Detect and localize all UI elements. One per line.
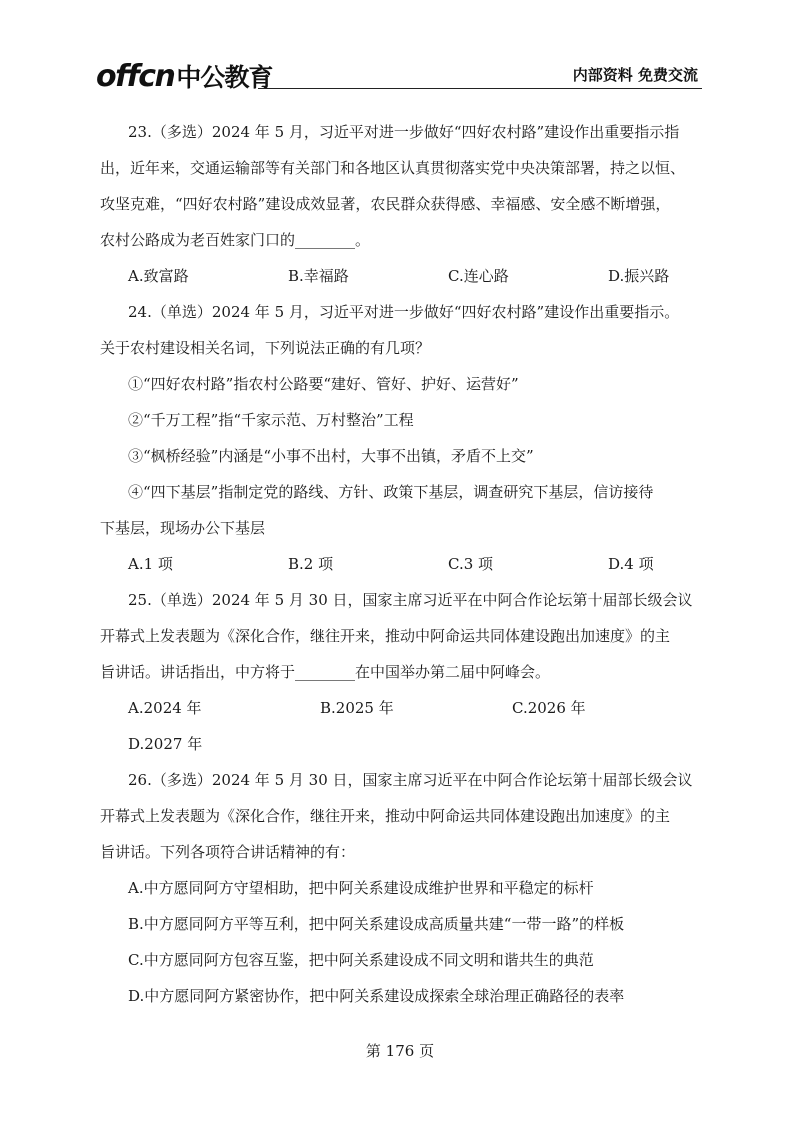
question-line: 26.（多选）2024 年 5 月 30 日，国家主席习近平在中阿合作论坛第十届部长级会议 — [128, 771, 693, 789]
question-line: 25.（单选）2024 年 5 月 30 日，国家主席习近平在中阿合作论坛第十届部长级会议 — [128, 591, 693, 609]
header-rule — [258, 88, 702, 89]
statement-1: ①“四好农村路”指农村公路要“建好、管好、护好、运营好” — [128, 375, 519, 393]
question-line: 出，近年来，交通运输部等有关部门和各地区认真贯彻落实党中央决策部署，持之以恒、 — [100, 159, 686, 177]
options-row — [128, 690, 696, 726]
question-26 — [100, 762, 696, 1014]
option-a: A.2024 年 — [128, 699, 202, 717]
option-b: B.中方愿同阿方平等互利，把中阿关系建设成高质量共建“一带一路”的样板 — [128, 915, 625, 933]
question-line: 开幕式上发表题为《深化合作，继往开来，推动中阿命运共同体建设跑出加速度》的主 — [100, 627, 671, 645]
question-line: 23.（多选）2024 年 5 月，习近平对进一步做好“四好农村路”建设作出重要指示指 — [128, 123, 680, 141]
option-b: B.幸福路 — [288, 267, 349, 285]
question-24 — [100, 294, 696, 582]
logo-text-cn: 中公教育 — [176, 63, 273, 92]
header-note: 内部资料 免费交流 — [572, 66, 698, 84]
question-line: 24.（单选）2024 年 5 月，习近平对进一步做好“四好农村路”建设作出重要指示。 — [128, 303, 680, 321]
option-a: A.1 项 — [128, 555, 173, 573]
option-b: B.2025 年 — [320, 699, 394, 717]
question-line: 攻坚克难，“四好农村路”建设成效显著，农民群众获得感、幸福感、安全感不断增强， — [100, 195, 671, 213]
options-row — [128, 726, 696, 762]
option-d: D.中方愿同阿方紧密协作，把中阿关系建设成探索全球治理正确路径的表率 — [128, 987, 625, 1005]
page-number: 第 176 页 — [365, 1042, 435, 1060]
question-23 — [100, 114, 696, 294]
question-line: 开幕式上发表题为《深化合作，继往开来，推动中阿命运共同体建设跑出加速度》的主 — [100, 807, 671, 825]
statement-2: ②“千万工程”指“千家示范、万村整治”工程 — [128, 411, 414, 429]
question-25 — [100, 582, 696, 762]
question-line: 旨讲话。下列各项符合讲话精神的有： — [100, 843, 356, 861]
offcn-logo — [96, 58, 272, 92]
page-content — [100, 114, 696, 1014]
logo-text-en: offcn — [96, 59, 175, 94]
option-c: C.连心路 — [448, 267, 509, 285]
options-row — [128, 258, 696, 294]
options-row — [128, 546, 696, 582]
question-line: 农村公路成为老百姓家门口的________。 — [100, 231, 371, 249]
option-c: C.3 项 — [448, 555, 494, 573]
page-header — [0, 0, 800, 100]
option-c: C.2026 年 — [512, 699, 586, 717]
option-d: D.振兴路 — [608, 267, 670, 285]
option-b: B.2 项 — [288, 555, 334, 573]
option-d: D.2027 年 — [128, 735, 203, 753]
option-a: A.中方愿同阿方守望相助，把中阿关系建设成维护世界和平稳定的标杆 — [128, 879, 594, 897]
statement-4: ④“四下基层”指制定党的路线、方针、政策下基层，调查研究下基层，信访接待 — [128, 483, 654, 501]
option-c: C.中方愿同阿方包容互鉴，把中阿关系建设成不同文明和谐共生的典范 — [128, 951, 594, 969]
statement-4-cont: 下基层，现场办公下基层 — [100, 519, 266, 537]
option-a: A.致富路 — [128, 267, 189, 285]
question-line: 关于农村建设相关名词，下列说法正确的有几项？ — [100, 339, 431, 357]
statement-3: ③“枫桥经验”内涵是“小事不出村，大事不出镇，矛盾不上交” — [128, 447, 534, 465]
option-d: D.4 项 — [608, 555, 654, 573]
question-line: 旨讲话。讲话指出，中方将于________在中国举办第二届中阿峰会。 — [100, 663, 551, 681]
